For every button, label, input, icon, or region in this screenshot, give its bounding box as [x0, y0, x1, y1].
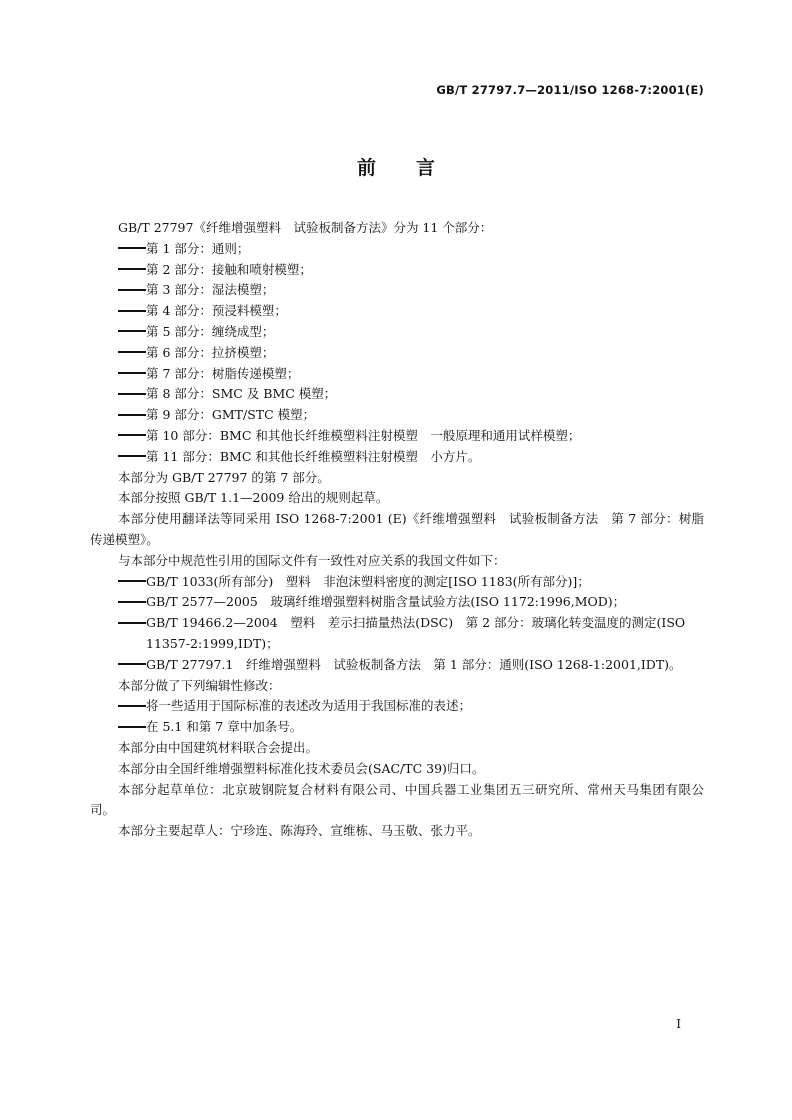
list-item-edit-2: 在 5.1 和第 7 章中加条号。 [90, 717, 704, 738]
list-item-edit-1: 将一些适用于国际标准的表述改为适用于我国标准的表述； [90, 696, 704, 717]
standard-number-header: GB/T 27797.7—2011/ISO 1268-7:2001(E) [436, 83, 704, 97]
dash-icon [118, 247, 146, 249]
dash-icon [118, 580, 146, 582]
paragraph-references-intro: 与本部分中规范性引用的国际文件有一致性对应关系的我国文件如下： [118, 552, 506, 568]
list-item-part-5: 第 5 部分：缠绕成型； [90, 322, 704, 343]
list-item-part-9: 第 9 部分：GMT/STC 模塑； [90, 405, 704, 426]
list-item-ref-1: GB/T 1033(所有部分) 塑料 非泡沫塑料密度的测定[ISO 1183(所有部分)]； [90, 572, 704, 593]
list-item-ref-2: GB/T 2577—2005 玻璃纤维增强塑料树脂含量试验方法(ISO 1172:1996,MOD)； [90, 592, 704, 613]
dash-icon [118, 434, 146, 436]
paragraph-drafters: 本部分主要起草人：宁珍连、陈海玲、宣维栋、马玉敬、张力平。 [118, 823, 481, 839]
dash-icon [118, 351, 146, 353]
list-item-part-8: 第 8 部分：SMC 及 BMC 模塑； [90, 384, 704, 405]
list-item-part-6: 第 6 部分：拉挤模塑； [90, 343, 704, 364]
dash-icon [118, 393, 146, 395]
dash-icon [118, 268, 146, 270]
dash-icon [118, 414, 146, 416]
list-item-part-1: 第 1 部分：通则； [90, 239, 704, 260]
paragraph-part-number: 本部分为 GB/T 27797 的第 7 部分。 [118, 469, 330, 485]
paragraph-drafting-rules: 本部分按照 GB/T 1.1—2009 给出的规则起草。 [118, 490, 389, 506]
list-item-ref-4: GB/T 27797.1 纤维增强塑料 试验板制备方法 第 1 部分：通则(ISO 1268-1:2001,IDT)。 [90, 655, 704, 676]
document-body [90, 218, 704, 842]
paragraph-committee: 本部分由全国纤维增强塑料标准化技术委员会(SAC/TC 39)归口。 [118, 760, 485, 776]
list-item-part-7: 第 7 部分：树脂传递模塑； [90, 364, 704, 385]
dash-icon [118, 289, 146, 291]
dash-icon [118, 310, 146, 312]
paragraph-drafting-units: 本部分起草单位：北京玻钢院复合材料有限公司、中国兵器工业集团五三研究所、常州天马集团有限公司。 [90, 781, 704, 818]
page-title: 前言 [356, 157, 475, 179]
list-item-part-2: 第 2 部分：接触和喷射模塑； [90, 260, 704, 281]
intro-paragraph: GB/T 27797《纤维增强塑料 试验板制备方法》分为 11 个部分： [118, 220, 493, 235]
dash-icon [118, 455, 146, 457]
dash-icon [118, 372, 146, 374]
list-item-part-4: 第 4 部分：预浸料模塑； [90, 301, 704, 322]
dash-icon [118, 622, 146, 624]
dash-icon [118, 601, 146, 603]
list-item-part-3: 第 3 部分：湿法模塑； [90, 280, 704, 301]
dash-icon [118, 330, 146, 332]
list-item-ref-3: GB/T 19466.2—2004 塑料 差示扫描量热法(DSC) 第 2 部分：玻璃化转变温度的测定(ISO 11357-2:1999,IDT)； [90, 613, 704, 655]
list-item-part-10: 第 10 部分：BMC 和其他长纤维模塑料注射模塑 一般原理和通用试样模塑； [90, 426, 704, 447]
dash-icon [118, 663, 146, 665]
page-number: I [676, 1017, 681, 1031]
list-item-part-11: 第 11 部分：BMC 和其他长纤维模塑料注射模塑 小方片。 [90, 447, 704, 468]
dash-icon [118, 726, 146, 728]
paragraph-edits-intro: 本部分做了下列编辑性修改： [118, 677, 281, 693]
paragraph-proposer: 本部分由中国建筑材料联合会提出。 [118, 739, 319, 755]
paragraph-adoption: 本部分使用翻译法等同采用 ISO 1268-7:2001 (E)《纤维增强塑料 试验板制备方法 第 7 部分：树脂传递模塑》。 [90, 511, 704, 547]
dash-icon [118, 705, 146, 707]
